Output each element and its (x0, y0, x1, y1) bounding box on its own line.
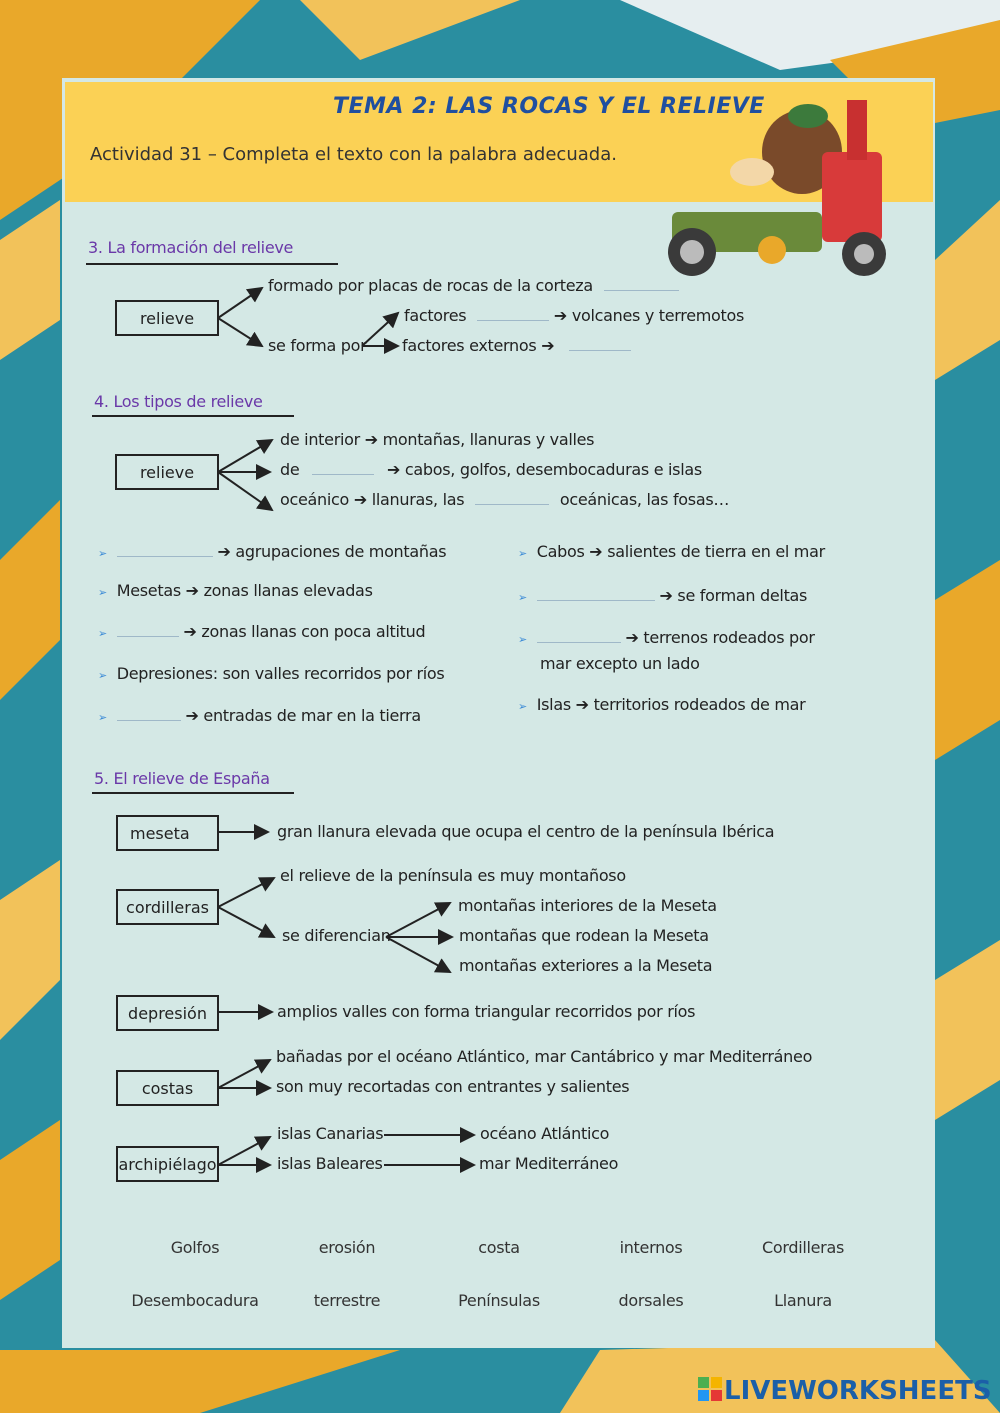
cordilleras-sub-2: montañas que rodean la Meseta (459, 926, 709, 945)
bullet-icon: ➢ (98, 547, 107, 560)
bullet-icon: ➢ (98, 669, 107, 682)
arrow-icon: ➔ (589, 542, 603, 561)
liveworksheets-logo-text: LIVEWORKSHEETS (724, 1376, 992, 1406)
s3-factores-label: factores (404, 306, 467, 325)
bullet-right-1 (518, 542, 825, 561)
s4-row-2 (280, 460, 702, 479)
s4-row-2a: de (280, 460, 300, 479)
arrow-icon: ➔ (541, 336, 555, 355)
word-bank-item: terrestre (313, 1291, 381, 1310)
archipielago-box: archipiélago (116, 1146, 219, 1182)
bullet-right-3 (518, 628, 815, 647)
arrow-icon: ➔ (217, 542, 231, 561)
section-4-underline (92, 415, 294, 417)
meseta-text: gran llanura elevada que ocupa el centro de la península Ibérica (277, 822, 775, 841)
bullet-right-4-def: territorios rodeados de mar (593, 695, 806, 714)
liveworksheets-logo-icon (698, 1377, 722, 1401)
bullet-right-2-def: se forman deltas (677, 586, 808, 605)
s4-row-3 (280, 490, 729, 509)
s4-row-1 (280, 430, 594, 449)
arrow-icon: ➔ (625, 628, 639, 647)
archipielago-text-1b: océano Atlántico (480, 1124, 610, 1143)
arrow-icon: ➔ (364, 430, 378, 449)
cordilleras-sub-3: montañas exteriores a la Meseta (459, 956, 713, 975)
archipielago-text-2: islas Baleares (277, 1154, 383, 1173)
liveworksheets-logo (698, 1376, 992, 1406)
bullet-left-3 (98, 622, 425, 641)
s4-row-3a: oceánico (280, 490, 350, 509)
s3-forma-por: se forma por (268, 336, 367, 355)
s4-row-2b: cabos, golfos, desembocaduras e islas (404, 460, 702, 479)
bullet-right-3-cont: mar excepto un lado (540, 654, 700, 673)
blank-las[interactable] (475, 490, 549, 505)
relieve-box: relieve (115, 300, 219, 336)
arrow-icon: ➔ (185, 706, 199, 725)
word-bank-item: internos (619, 1238, 683, 1257)
arrow-icon: ➔ (183, 622, 197, 641)
s3-factores-result: volcanes y terremotos (571, 306, 745, 325)
cordilleras-text-2: se diferencian (282, 926, 391, 945)
meseta-box: meseta (116, 815, 219, 851)
archipielago-text-1: islas Canarias (277, 1124, 384, 1143)
blank-golfos[interactable] (117, 706, 181, 721)
cordilleras-box: cordilleras (116, 889, 219, 925)
s4-row-1a: de interior (280, 430, 360, 449)
blank-externos[interactable] (569, 336, 631, 351)
bullet-right-4-pre: Islas (536, 695, 571, 714)
cordilleras-sub-1: montañas interiores de la Meseta (458, 896, 717, 915)
s3-factores-row (404, 306, 744, 325)
arrow-icon: ➔ (353, 490, 367, 509)
bullet-icon: ➢ (98, 711, 107, 724)
relieve-tipos-box: relieve (115, 454, 219, 490)
word-bank-item: Cordilleras (761, 1238, 844, 1257)
bullet-left-5 (98, 706, 421, 725)
word-bank-item: Llanura (774, 1291, 832, 1310)
activity-instruction: Actividad 31 – Completa el texto con la palabra adecuada. (90, 144, 617, 165)
arrow-icon: ➔ (387, 460, 401, 479)
bullet-left-4-pre: Depresiones: son valles recorridos por ríos (116, 664, 445, 683)
bullet-left-2-def: zonas llanas elevadas (203, 581, 373, 600)
bullet-right-3-def: terrenos rodeados por (643, 628, 815, 647)
bullet-icon: ➢ (518, 547, 527, 560)
depresion-text: amplios valles con forma triangular recorridos por ríos (277, 1002, 696, 1021)
bullet-icon: ➢ (98, 627, 107, 640)
section-4-heading: 4. Los tipos de relieve (94, 392, 263, 411)
bullet-left-2-pre: Mesetas (116, 581, 181, 600)
cordilleras-text-1: el relieve de la península es muy montañoso (280, 866, 626, 885)
arrow-icon: ➔ (553, 306, 568, 325)
bullet-left-5-def: entradas de mar en la tierra (203, 706, 421, 725)
bullet-left-4 (98, 664, 444, 683)
word-bank-item: Desembocadura (131, 1291, 259, 1310)
word-bank-item: dorsales (618, 1291, 684, 1310)
bullet-icon: ➢ (518, 591, 527, 604)
bullet-icon: ➢ (518, 700, 527, 713)
costas-text-1: bañadas por el océano Atlántico, mar Cantábrico y mar Mediterráneo (276, 1047, 813, 1066)
blank-desembocadura[interactable] (537, 586, 655, 601)
section-3-heading: 3. La formación del relieve (88, 238, 294, 257)
s3-externos-row (402, 336, 631, 355)
word-bank-item: costa (478, 1238, 520, 1257)
costas-box: costas (116, 1070, 219, 1106)
blank-corteza[interactable] (604, 276, 679, 291)
bullet-left-1-def: agrupaciones de montañas (235, 542, 447, 561)
section-5-underline (92, 792, 294, 794)
archipielago-text-2b: mar Mediterráneo (479, 1154, 619, 1173)
section-3-underline (86, 263, 338, 265)
bullet-right-1-pre: Cabos (536, 542, 585, 561)
bullet-left-2 (98, 581, 373, 600)
word-bank-item: Golfos (170, 1238, 220, 1257)
bullet-icon: ➢ (98, 586, 107, 599)
bullet-left-3-def: zonas llanas con poca altitud (201, 622, 426, 641)
s4-row-1b: montañas, llanuras y valles (382, 430, 595, 449)
blank-factores[interactable] (477, 306, 549, 321)
arrow-icon: ➔ (575, 695, 589, 714)
depresion-box: depresión (116, 995, 219, 1031)
word-bank-item: Penínsulas (458, 1291, 540, 1310)
s3-line-1 (268, 276, 679, 295)
arrow-icon: ➔ (185, 581, 199, 600)
s4-row-3c: oceánicas, las fosas… (559, 490, 730, 509)
blank-llanuras[interactable] (117, 622, 179, 637)
bullet-icon: ➢ (518, 633, 527, 646)
section-5-heading: 5. El relieve de España (94, 769, 270, 788)
word-bank-item: erosión (318, 1238, 376, 1257)
bullet-right-1-def: salientes de tierra en el mar (607, 542, 825, 561)
costas-text-2: son muy recortadas con entrantes y salientes (276, 1077, 630, 1096)
bullet-right-4 (518, 695, 805, 714)
blank-cordilleras[interactable] (117, 542, 213, 557)
blank-peninsulas[interactable] (537, 628, 621, 643)
bullet-right-2 (518, 586, 807, 605)
blank-de[interactable] (312, 460, 374, 475)
page-title: TEMA 2: LAS ROCAS Y EL RELIEVE (333, 94, 765, 119)
s3-line-1-text: formado por placas de rocas de la corteza (268, 276, 593, 295)
bullet-left-1 (98, 542, 446, 561)
arrow-icon: ➔ (659, 586, 673, 605)
s3-externos-label: factores externos (402, 336, 537, 355)
s4-row-3b: llanuras, las (371, 490, 465, 509)
